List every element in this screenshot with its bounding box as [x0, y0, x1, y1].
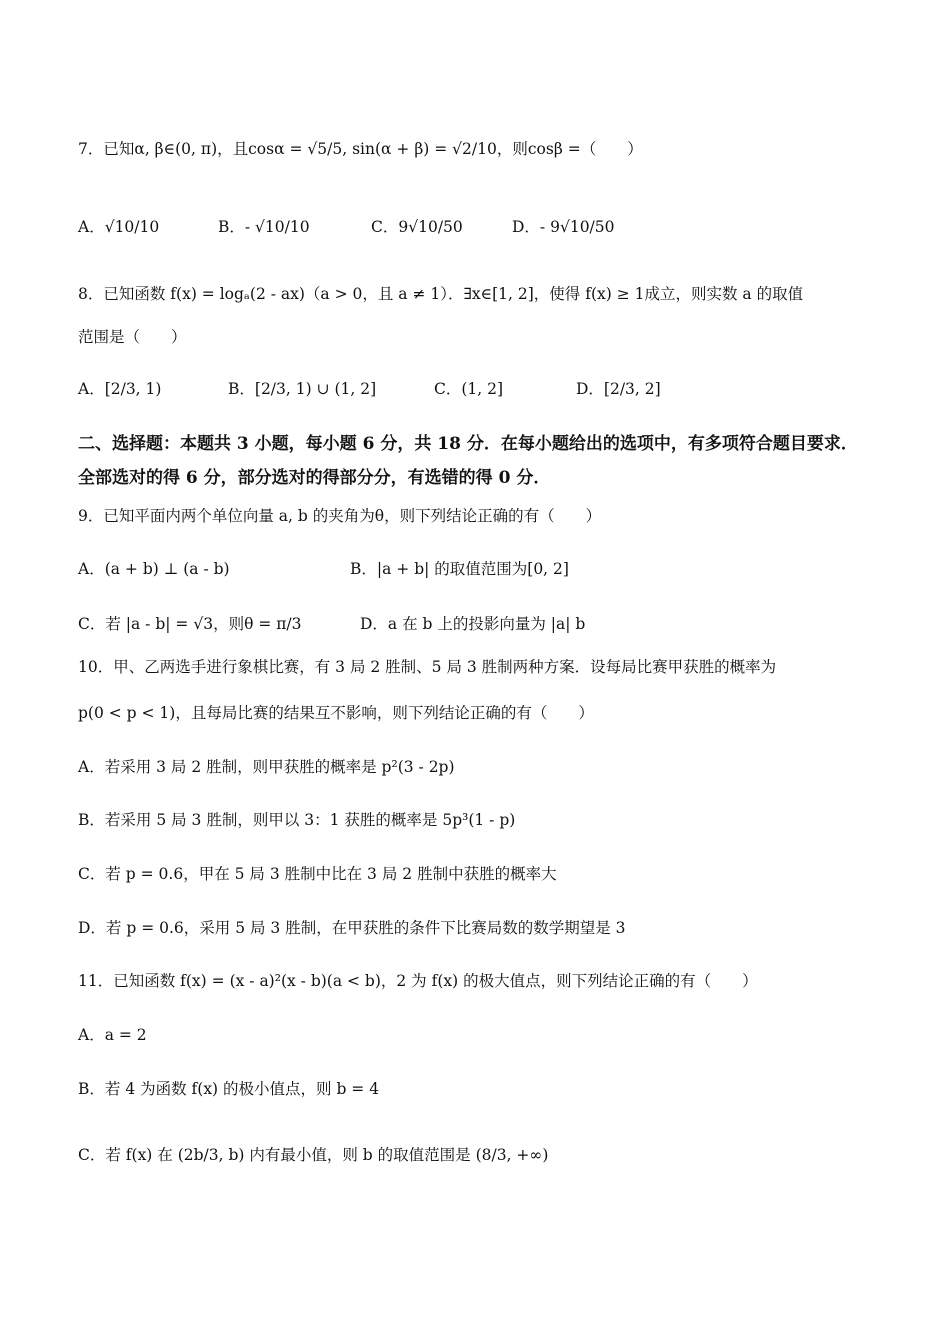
- question-9-option-d: D．a 在 b 上的投影向量为 |a| b: [360, 615, 586, 633]
- question-7-option-d: D．- 9√10/50: [512, 218, 615, 236]
- question-8-option-c: C．(1, 2]: [434, 380, 504, 398]
- question-11-option-a: A．a = 2: [78, 1026, 147, 1044]
- question-9-option-b: B．|a + b| 的取值范围为[0, 2]: [350, 560, 569, 578]
- question-10-option-c: C．若 p = 0.6，甲在 5 局 3 胜制中比在 3 局 2 胜制中获胜的概率大: [78, 865, 557, 883]
- question-9-stem: 9．已知平面内两个单位向量 a, b 的夹角为θ，则下列结论正确的有（ ）: [78, 507, 602, 525]
- question-7-option-a: A．√10/10: [78, 218, 160, 236]
- question-7-stem: 7．已知α, β∈(0, π)，且cosα = √5/5, sin(α + β) = √2/10，则cosβ =（ ）: [78, 140, 643, 158]
- question-10-option-a: A．若采用 3 局 2 胜制，则甲获胜的概率是 p²(3 - 2p): [78, 758, 455, 776]
- section-2-heading: 二、选择题：本题共 3 小题，每小题 6 分，共 18 分．在每小题给出的选项中，有多项符合题目要求．全部选对的得 6 分，部分选对的得部分分，有选错的得 0 分．: [78, 434, 858, 488]
- question-7-option-c: C．9√10/50: [371, 218, 463, 236]
- question-8-stem-line1: 8．已知函数 f(x) = logₐ(2 - ax)（a > 0，且 a ≠ 1）．∃x∈[1, 2]，使得 f(x) ≥ 1成立，则实数 a 的取值: [78, 285, 804, 303]
- question-10-option-b: B．若采用 5 局 3 胜制，则甲以 3：1 获胜的概率是 5p³(1 - p): [78, 811, 516, 829]
- question-8-option-b: B．[2/3, 1) ∪ (1, 2]: [228, 380, 377, 398]
- question-8-stem-line2: 范围是（ ）: [78, 328, 187, 346]
- question-8-option-a: A．[2/3, 1): [78, 380, 162, 398]
- question-10-stem-line2: p(0 < p < 1)，且每局比赛的结果互不影响，则下列结论正确的有（ ）: [78, 704, 594, 722]
- question-11-stem: 11．已知函数 f(x) = (x - a)²(x - b)(a < b)，2 为 f(x) 的极大值点，则下列结论正确的有（ ）: [78, 972, 758, 990]
- question-9-option-a: A．(a + b) ⊥ (a - b): [78, 560, 230, 578]
- question-10-stem-line1: 10．甲、乙两选手进行象棋比赛，有 3 局 2 胜制、5 局 3 胜制两种方案．设每局比赛甲获胜的概率为: [78, 658, 777, 676]
- question-10-option-d: D．若 p = 0.6，采用 5 局 3 胜制，在甲获胜的条件下比赛局数的数学期望是 3: [78, 919, 626, 937]
- question-8-option-d: D．[2/3, 2]: [576, 380, 661, 398]
- question-11-option-b: B．若 4 为函数 f(x) 的极小值点，则 b = 4: [78, 1080, 380, 1098]
- question-11-option-c: C．若 f(x) 在 (2b/3, b) 内有最小值，则 b 的取值范围是 (8/3, +∞): [78, 1146, 549, 1164]
- question-7-option-b: B．- √10/10: [218, 218, 310, 236]
- question-9-option-c: C．若 |a - b| = √3，则θ = π/3: [78, 615, 302, 633]
